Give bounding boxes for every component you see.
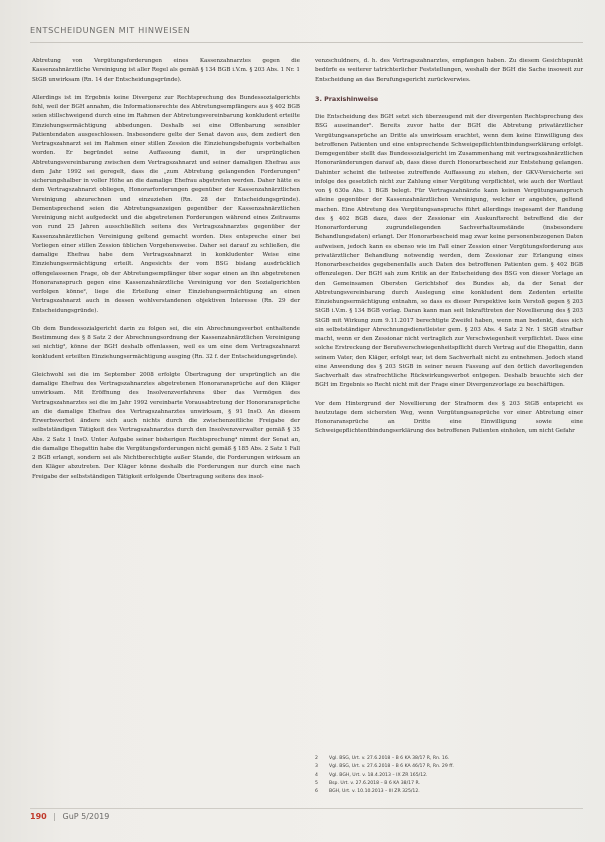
right-paragraph: Die Entscheidung des BGH setzt sich überzeugend mit der divergenten Rechtsprechung des BSG auseinander⁵. Bereits zuvor hatte der BGH die Abtretung privatärztlicher Vergütungsansprüche an Dritte als unwirksam erachtet, wenn dem keine Einwilligung des betroffenen Patienten und eine entsprechende Schweigepflichtentbindungserklärung erfolgt. Demgegenüber stellt das Bundessozialgericht im Zusammenhang mit vertragszahnärztlichen Honoraränderungen darauf ab, dass diese durch Honorarbescheid zur Entstehung gelangen. Dahinter scheint die teilweise zutreffende Auffassung zu stehen, der GKV-Versicherte sei infolge des gesetzlich nicht zur Zahlung einer Vergütung verpflichtet, wie auch der Wortlaut von § 630a Abs. 1 BGB belegt. Für Vertragszahnärzte kann keinen Vergütungsanspruch alleine gegenüber der Kassenzahnärztlichen Vereinigung, welcher er angehöre, geltend machen. Eine Abtretung des Vergütungsanspruchs führt allerdings insgesamt der Randung des § 402 BGB dazu, dass der Zessionar ein Auskunftsrecht betreffend die der Honorarforderung zugrundeliegenden Sachverhaltsumstände (insbesondere Behandlungsdaten) erlangt. Der Honorarbescheid mag zwar keine personenbezogenen Daten aufweisen, jedoch kann es ebenso wie im Fall einer Zession einer Vergütungsforderung aus privatärztlicher Behandlung notwendig werden, dem Zessionar zur Erlangung eines Honorarbescheides gegebenenfalls auch Daten des betroffenen Patienten gem. § 402 BGB offenzulegen. Der BGH sah zum Kritik an der Entscheidung des BSG von dieser Vorlage an den Gemeinsamen Obersten Gerichtshof des Bundes ab, da der Senat der Abtretungsvereinbarung durch Auslegung eine konkludent dem Zedenten erteilte Einziehungsermächtigung entnahm, so dass es dieser Perspektive kein Verstoß gegen § 203 StGB i.V.m. § 134 BGB vorlag. Daran kann man seit Inkrafttreten der Novellierung des § 203 StGB mit Wirkung zum 9.11.2017 berechtigte Zweifel haben, wenn man bedenkt, dass sich ein selbstständiger Abrechnungsdienstleister gem. § 203 Abs. 4 Satz 2 Nr. 1 StGB strafbar macht, wenn er den Zessionar nicht vertraglich zur Verschwiegenheit verpflichtet. Dass eine solche Erstreckung der Berufsverschwiegenheitspflicht durch Vertrag auf die Ehegattin, dann seinem Vater, den Kläger, erfolgt war, ist dem Sachverhalt nicht zu entnehmen. Jedoch stand eine Anwendung des § 203 StGB in seiner neuen Fassung auf den örtlich davorliegenden Sachverhalt das strafrechtliche Rückwirkungsverbot entgegen. Deshalb brauchte sich der BGH im Ergebnis so Recht nicht mit der Frage einer Divergenzvorlage zu beschäftigen.	[315, 114, 583, 389]
footnote-text: BGH, Urt. v. 10.10.2013 – III ZR 325/12.	[329, 789, 420, 795]
footnotes	[315, 755, 583, 796]
footnote-text: Vgl. BGH, Urt. v. 18.4.2013 – IX ZR 165/12.	[329, 772, 428, 778]
journal-issue: GuP 5/2019	[62, 812, 110, 821]
footnote-text: Bsp. Urt. v. 27.6.2018 – B 6 KA 38/17 R.	[329, 780, 420, 786]
left-column	[32, 57, 300, 491]
footnote-number: 4	[315, 772, 318, 778]
left-paragraph: Ob dem Bundessozialgericht darin zu folgen sei, die ein Abrechnungsverbot enthaltende Bestimmung des § 8 Satz 2 der Abrechnungsordnung der Kassenzahnärztlichen Vereinigung sei nichtig³, könne der BGH deshalb offenlassen, weil es um eine dem Vertragszahnarzt konkludent erteilten Einziehungsermächtigung ausging (Rn. 32 f. der Entscheidungsgründe).	[32, 325, 300, 360]
page-footer	[30, 812, 109, 821]
running-header: ENTSCHEIDUNGEN MIT HINWEISEN	[30, 25, 191, 35]
footnote-number: 3	[315, 764, 318, 770]
section-heading: 3. Praxishinweise	[315, 94, 379, 103]
footnote-number: 5	[315, 780, 318, 786]
right-paragraph: venzschuldners, d. h. des Vertragszahnarztes, empfangen haben. Zu diesem Gesichtspunkt bedürfe es weiterer tatrichterlicher Feststellungen, weshalb der BGH die Sache insoweit zur Entscheidung an das Berufungsgericht zurückverwies.	[315, 58, 583, 83]
footnote	[315, 763, 583, 771]
footnote-number: 2	[315, 756, 318, 761]
right-column	[315, 57, 583, 446]
page-number: 190	[30, 812, 47, 821]
footnote	[315, 780, 583, 788]
footer-divider	[30, 808, 583, 809]
right-paragraph: Vor dem Hintergrund der Novellierung der Strafnorm des § 203 StGB entspricht es heutzutage dem sichersten Weg, wenn Vergütungsansprüche vor einer Abtretung einer Honoraransprüche an Dritte eine Einwilligung sowie eine Schweigepflichtentbindungserklärung des betroffenen Patienten einholen, um nicht Gefahr	[315, 400, 583, 435]
left-paragraph: Gleichwohl sei die im September 2008 erfolgte Übertragung der ursprünglich an die damalige Ehefrau des Vertragszahnarztes abgetretenen Honoraransprüche auf den Kläger unwirksam. Mit Eröffnung des Insolvenzverfahrens über das Vermögen des Vertragszahnarztes sei die im Jahr 1992 vereinbarte Vorausabtretung der Honoraransprüche an die damalige Ehefrau des Vertragszahnarztes unwirksam, § 91 InsO. An diesem Erwerbsverbot ändere sich auch nichts durch die zwischenzeitliche Freigabe der selbstständigen Tätigkeit des Vertragszahnarztes durch den Insolvenzverwalter gemäß § 35 Abs. 2 Satz 1 InsO. Unter Aufgabe seiner bisherigen Rechtsprechung⁴ nimmt der Senat an, die damalige Ehegattin habe die Vergütungsforderungen nicht gemäß § 185 Abs. 2 Satz 1 Fall 2 BGB erlangt, sondern sei als Nichtberechtigte außer Stande, die Forderungen wirksam an den Kläger abzutreten. Der Kläger könne deshalb die Forderungen nur durch eine nach Freigabe der selbstständigen Tätigkeit erfolgende Übertragung seitens des insol-	[32, 371, 300, 480]
footnote	[315, 755, 583, 763]
footnote	[315, 788, 583, 796]
footnote-text: Vgl. BSG, Urt. v. 27.6.2018 – B 6 KA 46/17 R, Rn. 29 ff.	[329, 764, 454, 770]
footnote	[315, 772, 583, 780]
left-paragraph: Allerdings ist im Ergebnis keine Divergenz zur Rechtsprechung des Bundessozialgerichts fehl, weil der BGH annahm, die Informationsrechte des Abtretungsempfängers aus § 402 BGB seien stillschweigend durch eine im Rahmen der Abtretungsvereinbarung konkludent erteilte Einziehungsermächtigung abbedungen. Deshalb sei eine Offenbarung sensibler Patientendaten ausgeschlossen. Insbesondere gelte der Senat davon aus, dem zediert den Vertragszahnarzt sei im Rahmen einer stillen Zession die Einziehungsbefugnis vorbehalten worden. Er begründet seine Auffassung damit, in der ursprünglichen Abtretungsvereinbarung zwischen dem Vertragszahnarzt und seiner damaligen Ehefrau aus dem Jahr 1992 sei geregelt, dass die „zum Abtretung gelangenden Forderungen" sicherungshalber in voller Höhe an die damalige Ehefrau abgetreten werden. Daher hätte es dem Vertragszahnarzt obliegen, Honorarforderungen gegenüber der Kassenzahnärztlichen Vereinigung abzurechnen und einzuziehen (Rn. 28 der Entscheidungsgründe). Dementsprechend seien die Abtretungsanzeigen gegenüber der Kassenzahnärztlichen Vereinigung nicht aufgedeckt und die abgetretenen Forderungen während eines Zeitraums von rund 25 Jahren ausschließlich seitens des Vertragszahnarztes gegenüber der Kassenzahnärztlichen Vereinigung geltend gemacht worden. Dies entspreche einer bei Vorliegen einer stillen Zession üblichen Vorgehensweise. Daher sei darauf zu schließen, die damalige Ehefrau habe dem Vertragszahnarzt in konkludenter Weise eine Einziehungsermächtigung erteilt. Angesichts der vom BSG bislang ausdrücklich offengelassenen Frage, ob der Abtretungsempfänger über sogar einen an ihn abgetretenen Honoraranspruch gegen eine Kassenzahnärztliche Vereinigung vor den Sozialgerichten verfolgen könne², liege die Erteilung einer Einziehungsermächtigung an einen Vertragszahnarzt auch in dessen wohlverstandenen objektiven Interesse (Rn. 29 der Entscheidungsgründe).	[32, 94, 300, 314]
left-paragraph: Abtretung von Vergütungsforderungen eines Kassenzahnarztes gegen die Kassenzahnärztliche Vereinigung ist aller Regel als gemäß § 134 BGB i.V.m. § 203 Abs. 1 Nr. 1 StGB unwirksam (Rn. 14 der Entscheidungsgründe).	[32, 58, 300, 83]
footnote-text: Vgl. BSG, Urt. v. 27.6.2018 – B 6 KA 38/17 R, Rn. 16.	[329, 756, 450, 761]
header-divider	[30, 42, 583, 43]
footer-separator: |	[53, 812, 56, 821]
footnote-number: 6	[315, 789, 318, 795]
